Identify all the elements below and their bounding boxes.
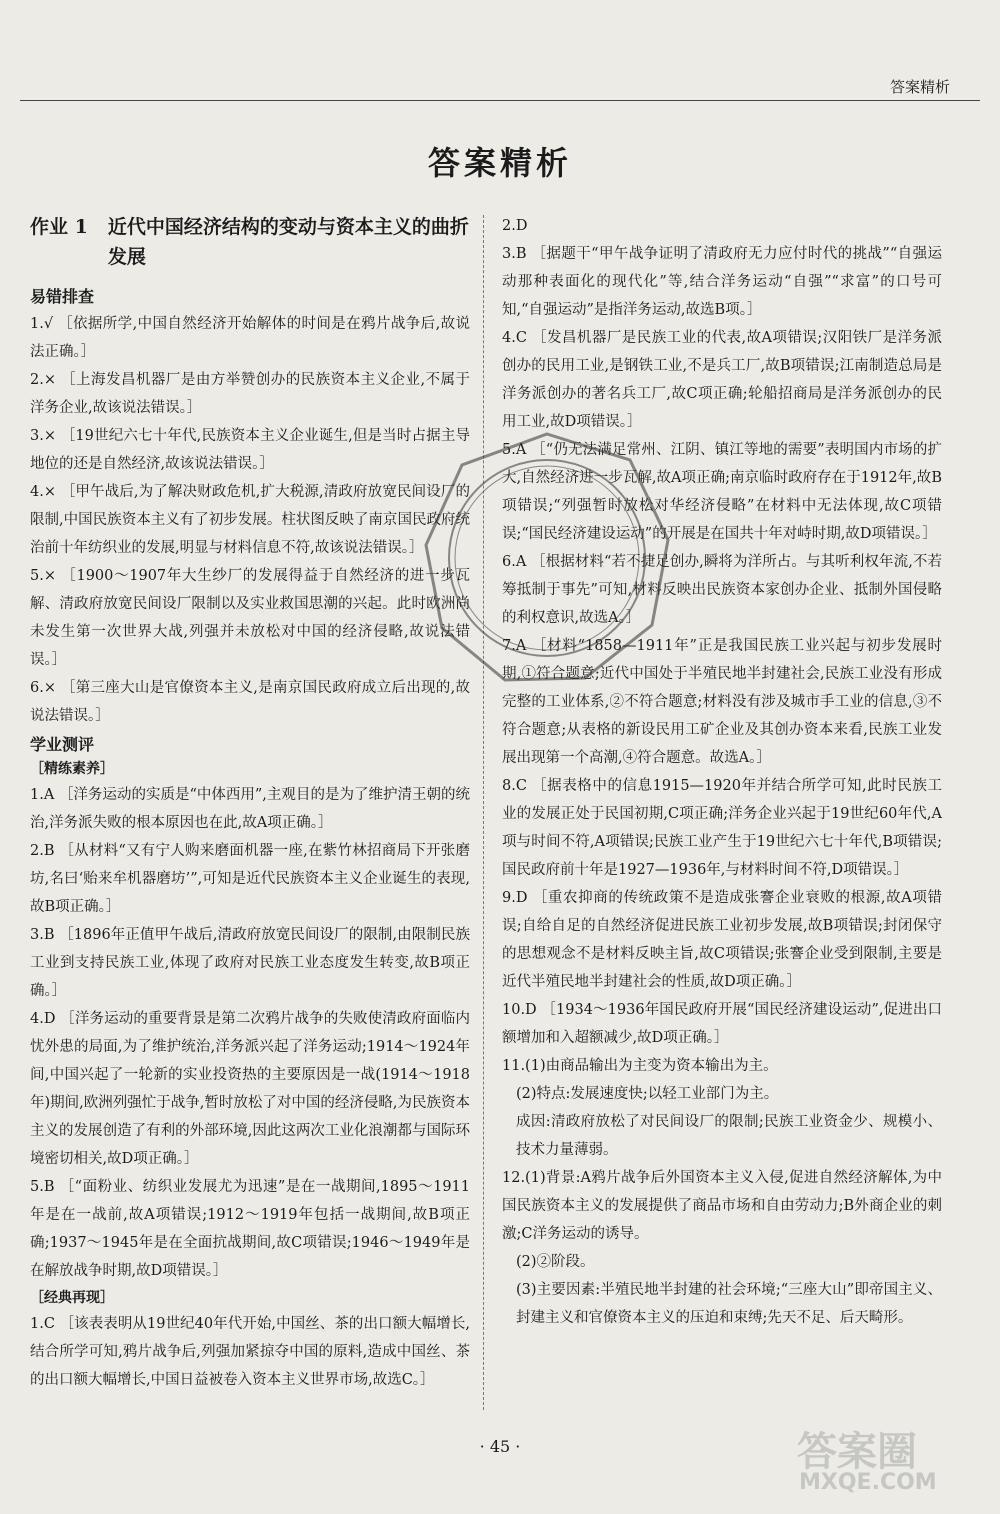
yicuo-item: 1.√ ［依据所学,中国自然经济开始解体的时间是在鸦片战争后,故说法正确。］ [30,316,470,360]
jinglian-item: 3.B ［1896年正值甲午战后,清政府放宽民间设厂的限制,由限制民族工业到支持民族工业,体现了政府对民族工业态度发生转变,故B项正确。］ [30,927,470,999]
q11-answer-1: 11.(1)由商品输出为主变为资本输出为主。 [502,1058,778,1074]
stamp-watermark [420,430,675,685]
jinglian-item: 5.B ［“面粉业、纺织业发展尤为迅速”是在一战期间,1895～1911年是在一战前,故A项错误;1912～1919年包括一战期间,故B项正确;1937～1945年是在全面抗战期间,故C项错误;1946～1949年是在解放战争时期,故D项错误。］ [30,1179,470,1279]
q12-answer-3: (3)主要因素:半殖民地半封建的社会环境;“三座大山”即帝国主义、封建主义和官僚资本主义的压迫和束缚;先天不足、后天畸形。 [516,1282,942,1326]
jingdian-item: 1.C ［该表表明从19世纪40年代开始,中国丝、茶的出口额大幅增长,结合所学可知,鸦片战争后,列强加紧掠夺中国的原料,造成中国丝、茶的出口额大幅增长,中国日益被卷入资本主义世界市场,故选C。］ [30,1316,470,1388]
section-xueye-heading: 学业测评 [30,735,95,754]
watermark-logo-text: 答案圈 [797,1429,917,1475]
homework-title [30,212,470,272]
answer-item: 8.C ［据表格中的信息1915—1920年并结合所学可知,此时民族工业的发展正处于民国初期,C项正确;洋务企业兴起于19世纪60年代,A项与时间不符,A项错误;民族工业产生于19世纪六七十年代,B项错误;国民政府前十年是1927—1936年,与材料时间不符,D项错误。］ [502,778,942,878]
page-number: · 45 · [479,1437,521,1456]
q12-answer-2: (2)②阶段。 [516,1254,595,1270]
answer-item: 4.C ［发昌机器厂是民族工业的代表,故A项错误;汉阳铁厂是洋务派创办的民用工业,是钢铁工业,不是兵工厂,故B项错误;江南制造总局是洋务派创办的著名兵工厂,故C项正确;轮船招商局是洋务派创办的民用工业,故D项错误。］ [502,330,942,430]
section-yicuo-heading: 易错排查 [30,287,95,306]
answer-item: 5.A ［“仍无法满足常州、江阴、镇江等地的需要”表明国内市场的扩大,自然经济进一步瓦解,故A项正确;南京临时政府存在于1912年,故B项错误;“列强暂时放松对华经济侵略”在材料中无法体现,故C项错误;“国民经济建设运动”的开展是在国共十年对峙时期,故D项错误。］ [502,442,942,542]
right-column [502,212,942,1332]
q11-answer-2: (2)特点:发展速度快;以轻工业部门为主。 [516,1086,779,1102]
yicuo-item: 2.× ［上海发昌机器厂是由方举赞创办的民族资本主义企业,不属于洋务企业,故该说法错误。］ [30,372,470,416]
answer-item: 7.A ［材料“1858—1911年”正是我国民族工业兴起与初步发展时期,①符合题意;近代中国处于半殖民地半封建社会,民族工业没有形成完整的工业体系,②不符合题意;材料没有涉及城市手工业的信息,③不符合题意;从表格的新设民用工矿企业及其创办资本来看,民族工业发展出现第一个高潮,④符合题意。故选A。］ [502,638,942,766]
answer-item: 6.A ［根据材料“若不捷足创办,瞬将为洋所占。与其听利权年流,不若筹抵制于事先”可知,材料反映出民族资本家创办企业、抵制外国侵略的利权意识,故选A。］ [502,554,942,626]
yicuo-item: 3.× ［19世纪六七十年代,民族资本主义企业诞生,但是当时占据主导地位的还是自然经济,故该说法错误。］ [30,428,470,472]
column-divider [483,215,484,1410]
jinglian-item: 4.D ［洋务运动的重要背景是第二次鸦片战争的失败使清政府面临内忧外患的局面,为了维护统治,洋务派兴起了洋务运动;1914～1924年间,中国兴起了一轮新的实业投资热的主要原因是一战(1914～1918年)期间,欧洲列强忙于战争,暂时放松了对中国的经济侵略,为民族资本主义的发展创造了有利的外部环境,因此这两次工业化浪潮都与国际环境密切相关,故D项正确。］ [30,1011,470,1167]
answer-item: 9.D ［重农抑商的传统政策不是造成张謇企业衰败的根源,故A项错误;自给自足的自然经济促进民族工业初步发展,故B项错误;封闭保守的思想观念不是材料反映主旨,故C项错误;张謇企业受到限制,主要是近代半殖民地半封建社会的性质,故D项正确。］ [502,890,942,990]
page-title: 答案精析 [427,144,572,182]
corner-watermark [787,1418,982,1500]
jinglian-item: 1.A ［洋务运动的实质是“中体西用”,主观目的是为了维护清王朝的统治,洋务派失败的根本原因也在此,故A项正确。］ [30,787,470,831]
watermark-url: MXQE.COM [799,1470,937,1495]
answer-item: 10.D ［1934～1936年国民政府开展“国民经济建设运动”,促进出口额增加和入超额减少,故D项正确。］ [502,1002,942,1046]
subsection-jingdian-heading: ［经典再现］ [30,1290,114,1306]
q11-answer-3: 成因:清政府放松了对民间设厂的限制;民族工业资金少、规模小、技术力量薄弱。 [516,1114,942,1158]
yicuo-item: 5.× ［1900～1907年大生纱厂的发展得益于自然经济的进一步瓦解、清政府放宽民间设厂限制以及实业救国思潮的兴起。此时欧洲尚未发生第一次世界大战,列强并未放松对中国的经济侵略,故说法错误。］ [30,568,470,668]
answer-item: 2.D [502,218,528,234]
answer-item: 3.B ［据题干“甲午战争证明了清政府无力应付时代的挑战”“自强运动那种表面化的现代化”等,结合洋务运动“自强”“求富”的口号可知,“自强运动”是指洋务运动,故选B项。］ [502,246,942,318]
subsection-jinglian-heading: ［精练素养］ [30,761,114,777]
jinglian-item: 2.B ［从材料“又有宁人购来磨面机器一座,在紫竹林招商局下开张磨坊,名曰‘贻来牟机器磨坊’”,可知是近代民族资本主义企业诞生的表现,故B项正确。］ [30,843,470,915]
homework-number: 作业 1 [30,216,88,238]
q12-answer-1: 12.(1)背景:A鸦片战争后外国资本主义入侵,促进自然经济解体,为中国民族资本主义的发展提供了商品市场和自由劳动力;B外商企业的刺激;C洋务运动的诱导。 [502,1170,942,1242]
left-column [30,212,470,1394]
yicuo-item: 4.× ［甲午战后,为了解决财政危机,扩大税源,清政府放宽民间设厂的限制,中国民族资本主义有了初步发展。柱状图反映了南京国民政府统治前十年纺织业的发展,明显与材料信息不符,故该说法错误。］ [30,484,470,556]
yicuo-item: 6.× ［第三座大山是官僚资本主义,是南京国民政府成立后出现的,故说法错误。］ [30,680,470,724]
homework-name: 近代中国经济结构的变动与资本主义的曲折发展 [107,216,469,268]
header-tag: 答案精析 [889,78,950,96]
header-rule [20,100,980,101]
